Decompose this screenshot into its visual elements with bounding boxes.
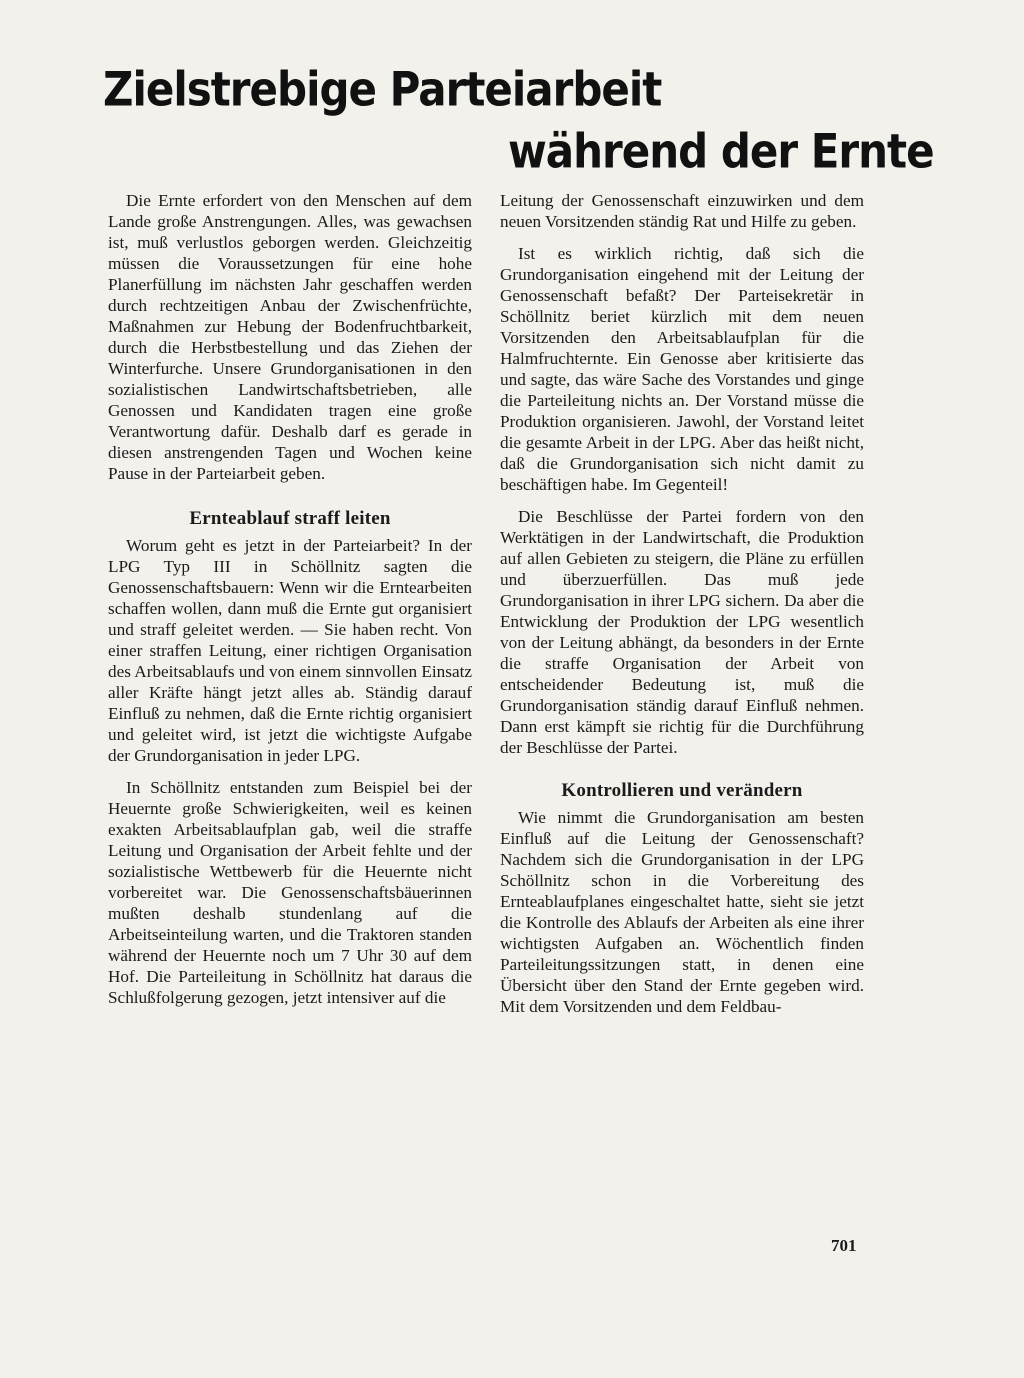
body-paragraph: Ist es wirklich richtig, daß sich die Grundorganisation eingehend mit der Leitung der Genossenschaft befaßt? Der Parteisekretär in Schöllnitz beriet kürzlich mit dem neuen Vorsitzenden den Arbeitsablaufplan für die Halmfruchternte. Ein Genosse aber kritisierte das und sagte, das wäre Sache des Vorstandes und ginge die Parteileitung nichts an. Der Vorstand müsse die Produktion organisieren. Jawohl, der Vorstand leitet die gesamte Arbeit in der LPG. Aber das heißt nicht, daß die Grundorganisation sich nicht damit zu beschäftigen habe. Im Gegenteil! <box>500 244 864 494</box>
left-column <box>108 190 472 1019</box>
headline-line-2: während der Ernte <box>508 124 934 179</box>
headline-line-1: Zielstrebige Parteiarbeit <box>103 62 662 117</box>
body-paragraph: Die Beschlüsse der Partei fordern von den Werktätigen in der Landwirtschaft, die Produktion auf allen Gebieten zu steigern, die Pläne zu erfüllen und überzuerfüllen. Das muß jede Grundorganisation in ihrer LPG sichern. Da aber die Entwicklung der Produktion der LPG wesentlich von der Leitung abhängt, da besonders in der Ernte die straffe Organisation der Arbeit von entscheidender Bedeutung ist, muß die Grundorganisation ständig darauf Einfluß nehmen. Dann erst kämpft sie richtig für die Durchführung der Beschlüsse der Partei. <box>500 507 864 757</box>
intro-paragraph: Die Ernte erfordert von den Menschen auf dem Lande große Anstrengungen. Alles, was gewachsen ist, muß verlustlos geborgen werden. Gleichzeitig müssen die Voraussetzungen für eine hohe Planerfüllung im nächsten Jahr geschaffen werden durch rechtzeitigen Anbau der Zwischenfrüchte, Maßnahmen zur Hebung der Bodenfruchtbarkeit, durch die Herbstbestellung und das Ziehen der Winterfurche. Unsere Grundorganisationen in den sozialistischen Landwirtschaftsbetrieben, alle Genossen und Kandidaten tragen eine große Verantwortung dafür. Deshalb darf es gerade in diesen anstrengenden Tagen und Wochen keine Pause in der Parteiarbeit geben. <box>108 191 472 483</box>
page-number: 701 <box>831 1236 857 1255</box>
continued-paragraph: Leitung der Genossenschaft einzuwirken und dem neuen Vorsitzenden ständig Rat und Hilfe zu geben. <box>500 191 864 231</box>
body-paragraph: In Schöllnitz entstanden zum Beispiel bei der Heuernte große Schwierigkeiten, weil es keinen exakten Arbeitsablaufplan gab, weil die straffe Leitung und Organisation der Arbeit fehlte und der sozialistische Wettbewerb für die Heuernte nicht vorbereitet war. Die Genossenschaftsbäuerinnen mußten deshalb stundenlang auf die Arbeitseinteilung warten, und die Traktoren standen während der Heuernte noch um 7 Uhr 30 auf dem Hof. Die Parteileitung in Schöllnitz hat daraus die Schlußfolgerung gezogen, jetzt intensiver auf die <box>108 778 472 1007</box>
body-paragraph: Wie nimmt die Grundorganisation am besten Einfluß auf die Leitung der Genossenschaft? Nachdem sich die Grundorganisation in der LPG Schöllnitz schon in die Vorbereitung des Ernteablaufplanes eingeschaltet hatte, sieht sie jetzt die Kontrolle des Ablaufs der Arbeiten als eine ihrer wichtigsten Aufgaben an. Wöchentlich finden Parteileitungssitzungen statt, in denen eine Übersicht über den Stand der Ernte gegeben wird. Mit dem Vorsitzenden und dem Feldbau- <box>500 808 864 1016</box>
body-paragraph: Worum geht es jetzt in der Parteiarbeit? In der LPG Typ III in Schöllnitz sagten die Genossenschaftsbauern: Wenn wir die Erntearbeiten schaffen wollen, dann muß die Ernte gut organisiert und straff geleitet werden. — Sie haben recht. Von einer straffen Leitung, einer richtigen Organisation des Arbeitsablaufs und von einem sinnvollen Einsatz aller Kräfte hängt jetzt alles ab. Ständig darauf Einfluß zu nehmen, daß die Ernte richtig organisiert und geleitet wird, ist jetzt die wichtigste Aufgabe der Grundorganisation in jeder LPG. <box>108 536 472 765</box>
right-column <box>500 190 864 1028</box>
section-heading-ernteablauf: Ernteablauf straff leiten <box>189 508 391 529</box>
section-heading-kontrollieren: Kontrollieren und verändern <box>561 780 803 801</box>
